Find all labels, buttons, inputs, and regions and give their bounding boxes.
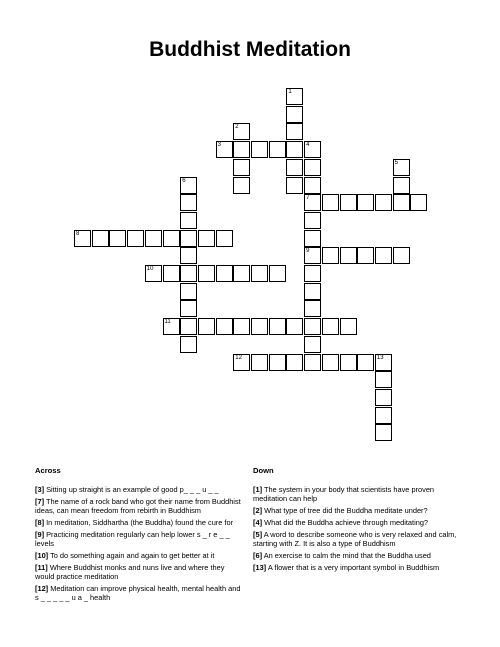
grid-cell[interactable] (340, 247, 357, 264)
grid-cell[interactable] (375, 247, 392, 264)
grid-cell[interactable] (393, 159, 410, 176)
clue-number: 6 (182, 177, 186, 184)
grid-cell[interactable] (180, 336, 197, 353)
grid-cell[interactable] (286, 159, 303, 176)
grid-cell[interactable] (304, 265, 321, 282)
down-heading: Down (253, 466, 274, 475)
grid-cell[interactable] (375, 354, 392, 371)
grid-cell[interactable] (286, 123, 303, 140)
grid-cell[interactable] (304, 230, 321, 247)
grid-cell[interactable] (145, 265, 162, 282)
grid-cell[interactable] (375, 407, 392, 424)
clue-down-2: [2] What type of tree did the Buddha meditate under? (253, 506, 428, 515)
grid-cell[interactable] (216, 265, 233, 282)
grid-cell[interactable] (340, 354, 357, 371)
grid-cell[interactable] (393, 247, 410, 264)
grid-cell[interactable] (304, 283, 321, 300)
grid-cell[interactable] (286, 88, 303, 105)
grid-cell[interactable] (127, 230, 144, 247)
clue-across-11: [11] Where Buddhist monks and nuns live and where they would practice meditation (35, 563, 225, 581)
grid-cell[interactable] (375, 424, 392, 441)
clue-number: 10 (146, 266, 154, 272)
grid-cell[interactable] (304, 194, 321, 211)
grid-cell[interactable] (375, 389, 392, 406)
grid-cell[interactable] (304, 141, 321, 158)
grid-cell[interactable] (251, 265, 268, 282)
clue-down-4: [4] What did the Buddha achieve through meditating? (253, 518, 429, 527)
grid-cell[interactable] (322, 318, 339, 335)
grid-cell[interactable] (286, 354, 303, 371)
grid-cell[interactable] (216, 141, 233, 158)
grid-cell[interactable] (233, 123, 250, 140)
grid-cell[interactable] (269, 354, 286, 371)
grid-cell[interactable] (357, 194, 374, 211)
grid-cell[interactable] (233, 141, 250, 158)
clue-number: 9 (306, 248, 310, 255)
grid-cell[interactable] (304, 247, 321, 264)
grid-cell[interactable] (251, 318, 268, 335)
grid-cell[interactable] (304, 300, 321, 317)
across-clues (35, 466, 243, 605)
grid-cell[interactable] (393, 177, 410, 194)
clue-number: 2 (235, 124, 239, 131)
grid-cell[interactable] (393, 194, 410, 211)
grid-cell[interactable] (198, 318, 215, 335)
clue-across-3: [3] Sitting up straight is an example of good p_ _ _ u _ _ (35, 485, 219, 494)
clue-down-1: [1] The system in your body that scientists have proven meditation can help (253, 485, 435, 503)
clue-number: 3 (217, 142, 221, 149)
grid-cell[interactable] (304, 354, 321, 371)
grid-cell[interactable] (410, 194, 427, 211)
grid-cell[interactable] (92, 230, 109, 247)
grid-cell[interactable] (180, 212, 197, 229)
grid-cell[interactable] (269, 318, 286, 335)
clue-down-13: [13] A flower that is a very important symbol in Buddhism (253, 563, 440, 572)
grid-cell[interactable] (304, 177, 321, 194)
down-clues (253, 466, 468, 575)
grid-cell[interactable] (269, 265, 286, 282)
grid-cell[interactable] (180, 265, 197, 282)
grid-cell[interactable] (109, 230, 126, 247)
clue-number: 13 (376, 354, 384, 361)
grid-cell[interactable] (145, 230, 162, 247)
grid-cell[interactable] (233, 318, 250, 335)
clue-number: 5 (394, 159, 398, 166)
grid-cell[interactable] (286, 318, 303, 335)
clue-across-10: [10] To do something again and again to get better at it (35, 551, 215, 560)
clue-across-8: [8] In meditation, Siddhartha (the Buddha) found the cure for (35, 518, 234, 527)
grid-cell[interactable] (180, 318, 197, 335)
grid-cell[interactable] (233, 354, 250, 371)
grid-cell[interactable] (233, 265, 250, 282)
grid-cell[interactable] (180, 283, 197, 300)
grid-cell[interactable] (251, 141, 268, 158)
clue-across-7: [7] The name of a rock band who got their name from Buddhist ideas, can mean freedom from rebirth in Buddhism (35, 497, 241, 515)
grid-cell[interactable] (180, 177, 197, 194)
grid-cell[interactable] (180, 247, 197, 264)
clue-down-5: [5] A word to describe someone who is very relaxed and calm, starting with Z. It is also a type of Buddhism (253, 530, 457, 548)
grid-cell[interactable] (322, 247, 339, 264)
grid-cell[interactable] (198, 230, 215, 247)
grid-cell[interactable] (198, 265, 215, 282)
grid-cell[interactable] (180, 300, 197, 317)
grid-cell[interactable] (286, 106, 303, 123)
grid-cell[interactable] (163, 318, 180, 335)
clue-across-9: [9] Practicing meditation regularly can help lower s _ r e _ _ levels (35, 530, 230, 548)
grid-cell[interactable] (375, 371, 392, 388)
grid-cell[interactable] (286, 177, 303, 194)
grid-cell[interactable] (233, 177, 250, 194)
grid-cell[interactable] (304, 318, 321, 335)
clue-number: 8 (76, 230, 80, 237)
grid-cell[interactable] (304, 336, 321, 353)
grid-cell[interactable] (322, 194, 339, 211)
grid-cell[interactable] (304, 159, 321, 176)
grid-cell[interactable] (251, 354, 268, 371)
clue-number: 7 (306, 195, 310, 202)
grid-cell[interactable] (357, 354, 374, 371)
grid-cell[interactable] (340, 194, 357, 211)
grid-cell[interactable] (286, 141, 303, 158)
clue-down-6: [6] An exercise to calm the mind that the Buddha used (253, 551, 431, 560)
clue-number: 11 (164, 319, 171, 326)
clue-number: 1 (288, 89, 292, 95)
grid-cell[interactable] (74, 230, 91, 247)
clue-number: 4 (306, 142, 310, 149)
clue-across-12: [12] Meditation can improve physical health, mental health and s _ _ _ _ _ u a _ health (35, 584, 241, 602)
grid-cell[interactable] (216, 318, 233, 335)
puzzle-title: Buddhist Meditation (149, 38, 351, 61)
clue-number: 12 (235, 354, 242, 361)
grid-cell[interactable] (216, 230, 233, 247)
grid-cell[interactable] (180, 230, 197, 247)
grid-cell[interactable] (163, 230, 180, 247)
grid-cell[interactable] (375, 194, 392, 211)
grid-cell[interactable] (304, 212, 321, 229)
grid-cell[interactable] (233, 159, 250, 176)
grid-cell[interactable] (322, 354, 339, 371)
grid-cell[interactable] (163, 265, 180, 282)
across-heading: Across (35, 466, 61, 475)
grid-cell[interactable] (357, 247, 374, 264)
grid-cell[interactable] (269, 141, 286, 158)
grid-cell[interactable] (180, 194, 197, 211)
grid-cell[interactable] (340, 318, 357, 335)
